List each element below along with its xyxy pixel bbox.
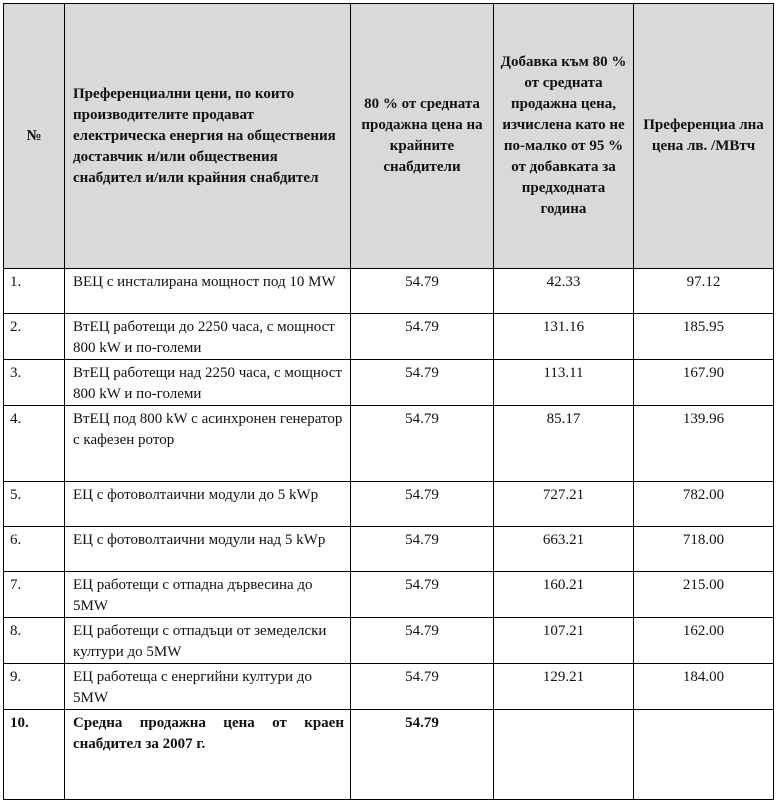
row-addition: 160.21 <box>494 572 634 618</box>
row-category: ЕЦ работеща с енергийни култури до 5MW <box>65 664 351 710</box>
header-row <box>4 4 774 269</box>
row-number: 9. <box>4 664 65 710</box>
row-number: 5. <box>4 482 65 527</box>
row-preferential-price: 162.00 <box>634 618 774 664</box>
preferential-prices-table <box>3 3 774 800</box>
row-avg-80-percent: 54.79 <box>351 572 494 618</box>
table-row <box>4 664 774 710</box>
row-avg-80-percent: 54.79 <box>351 360 494 406</box>
row-number: 4. <box>4 406 65 482</box>
row-addition: 113.11 <box>494 360 634 406</box>
row-number: 8. <box>4 618 65 664</box>
row-avg-80-percent: 54.79 <box>351 664 494 710</box>
row-avg-80-percent: 54.79 <box>351 269 494 314</box>
table-row <box>4 314 774 360</box>
row-avg-80-percent: 54.79 <box>351 406 494 482</box>
row-number: 6. <box>4 527 65 572</box>
header-preferential-price: Преференциа лна цена лв. /МВтч <box>634 4 774 269</box>
table-row-total <box>4 710 774 800</box>
row-category: ВтЕЦ работещи до 2250 часа, с мощност 800 kW и по-големи <box>65 314 351 360</box>
row-addition: 129.21 <box>494 664 634 710</box>
header-category: Преференциални цени, по които производителите продават електрическа енергия на обществения доставчик и/или обществения снабдител и/или крайния снабдител <box>65 4 351 269</box>
row-avg-80-percent: 54.79 <box>351 314 494 360</box>
row-avg-80-percent: 54.79 <box>351 482 494 527</box>
row-avg-80-percent: 54.79 <box>351 710 494 800</box>
row-avg-80-percent: 54.79 <box>351 618 494 664</box>
row-category: ВтЕЦ под 800 kW с асинхронен генератор с кафезен ротор <box>65 406 351 482</box>
row-addition: 131.16 <box>494 314 634 360</box>
row-category: ЕЦ с фотоволтаични модули над 5 kWp <box>65 527 351 572</box>
row-preferential-price: 215.00 <box>634 572 774 618</box>
row-category: ЕЦ работещи с отпадъци от земеделски култури до 5MW <box>65 618 351 664</box>
row-preferential-price: 782.00 <box>634 482 774 527</box>
row-category: ВтЕЦ работещи над 2250 часа, с мощност 800 kW и по-големи <box>65 360 351 406</box>
row-category: ЕЦ с фотоволтаични модули до 5 kWp <box>65 482 351 527</box>
row-number: 7. <box>4 572 65 618</box>
row-category: ВЕЦ с инсталирана мощност под 10 MW <box>65 269 351 314</box>
table-row <box>4 406 774 482</box>
row-avg-80-percent: 54.79 <box>351 527 494 572</box>
row-number: 10. <box>4 710 65 800</box>
row-addition: 663.21 <box>494 527 634 572</box>
row-addition: 727.21 <box>494 482 634 527</box>
row-preferential-price: 185.95 <box>634 314 774 360</box>
row-number: 1. <box>4 269 65 314</box>
row-number: 2. <box>4 314 65 360</box>
table-row <box>4 360 774 406</box>
table-row <box>4 572 774 618</box>
table-row <box>4 527 774 572</box>
row-addition: 85.17 <box>494 406 634 482</box>
row-category: Средна продажна цена от краен снабдител за 2007 г. <box>65 710 351 800</box>
row-category: ЕЦ работещи с отпадна дървесина до 5MW <box>65 572 351 618</box>
row-preferential-price: 167.90 <box>634 360 774 406</box>
row-addition: 107.21 <box>494 618 634 664</box>
row-preferential-price <box>634 710 774 800</box>
row-preferential-price: 97.12 <box>634 269 774 314</box>
table-row <box>4 482 774 527</box>
row-preferential-price: 184.00 <box>634 664 774 710</box>
table-row <box>4 269 774 314</box>
header-number: № <box>4 4 65 269</box>
row-number: 3. <box>4 360 65 406</box>
row-addition <box>494 710 634 800</box>
row-preferential-price: 718.00 <box>634 527 774 572</box>
row-preferential-price: 139.96 <box>634 406 774 482</box>
table-row <box>4 618 774 664</box>
row-addition: 42.33 <box>494 269 634 314</box>
header-avg-80-percent: 80 % от средната продажна цена на крайните снабдители <box>351 4 494 269</box>
header-addition: Добавка към 80 % от средната продажна цена, изчислена като не по-малко от 95 % от добавката за предходната година <box>494 4 634 269</box>
